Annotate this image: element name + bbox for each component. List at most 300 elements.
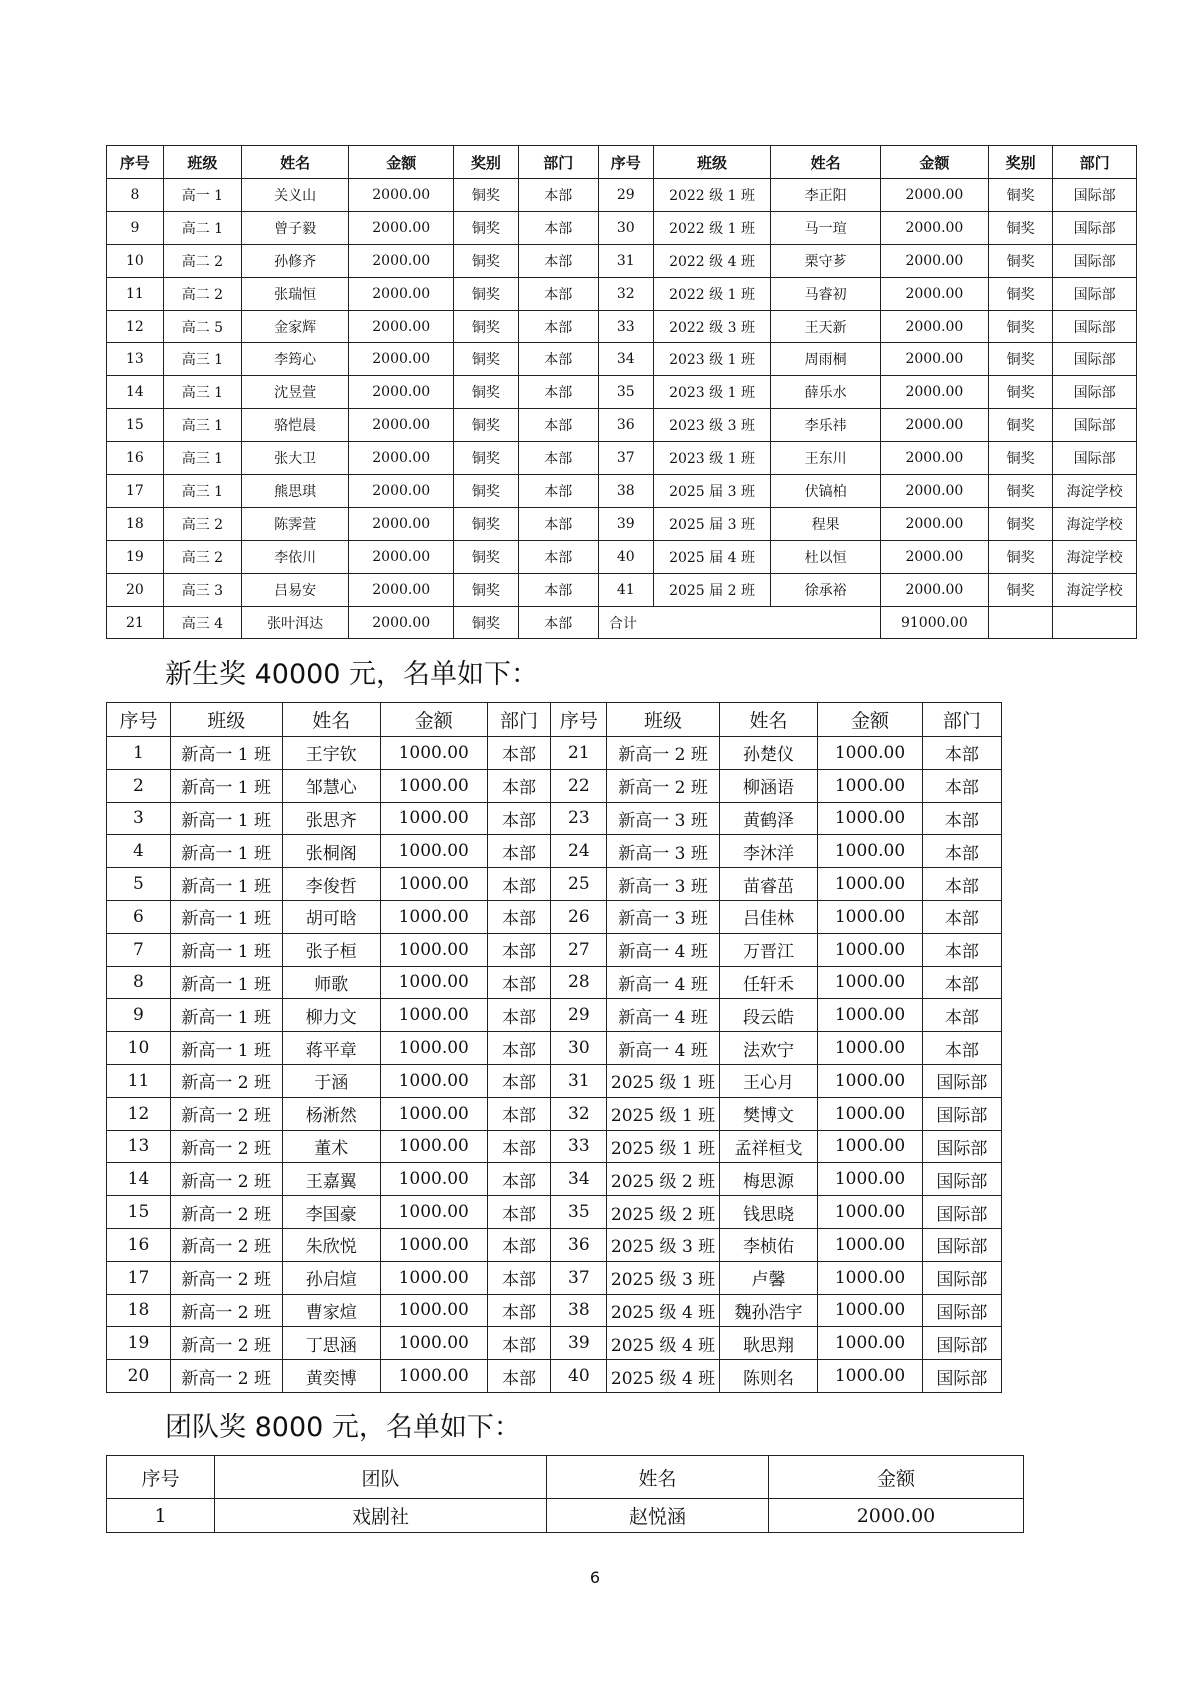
- table-cell: 高三 3: [163, 573, 241, 606]
- table-cell: 铜奖: [989, 442, 1053, 475]
- table-cell: 17: [107, 1261, 171, 1294]
- table-cell: 2022 级 1 班: [653, 277, 771, 310]
- table-cell: 本部: [922, 802, 1001, 835]
- table-row: [107, 1228, 1002, 1261]
- table-row: [107, 244, 1137, 277]
- table-cell: 1000.00: [818, 737, 923, 770]
- table-cell: 王天新: [771, 310, 880, 343]
- table-cell: 张子桓: [282, 933, 380, 966]
- table-cell: 1000.00: [818, 1064, 923, 1097]
- table-cell: 28: [551, 966, 607, 999]
- table-cell: 任轩禾: [719, 966, 817, 999]
- table-cell: 15: [107, 1196, 171, 1229]
- table-cell: 新高一 2 班: [607, 737, 720, 770]
- column-header: 奖别: [989, 146, 1053, 179]
- column-header: 姓名: [282, 703, 380, 737]
- table-cell: 1000.00: [380, 1327, 487, 1360]
- column-header: 班级: [170, 703, 282, 737]
- table-cell: 2000.00: [769, 1499, 1024, 1533]
- table-cell: 高三 2: [163, 540, 241, 573]
- table-cell: 2022 级 1 班: [653, 179, 771, 212]
- table-cell: 1000.00: [818, 1196, 923, 1229]
- table-cell: 18: [107, 1294, 171, 1327]
- table-cell: 2025 级 3 班: [607, 1261, 720, 1294]
- table-cell: 新高一 2 班: [170, 1261, 282, 1294]
- table-row: [107, 540, 1137, 573]
- table-cell: 本部: [518, 606, 598, 639]
- table-cell: 李依川: [242, 540, 349, 573]
- table-cell: 13: [107, 1130, 171, 1163]
- table-cell: 新高一 1 班: [170, 769, 282, 802]
- table-cell: 关义山: [242, 179, 349, 212]
- table-cell: 29: [551, 999, 607, 1032]
- table-cell: 23: [551, 802, 607, 835]
- table-cell: 本部: [518, 277, 598, 310]
- table-cell: 高三 1: [163, 475, 241, 508]
- table-cell: 33: [598, 310, 653, 343]
- table-row: [107, 1360, 1002, 1393]
- table-cell: 新高一 4 班: [607, 1032, 720, 1065]
- table-cell: 2000.00: [349, 409, 454, 442]
- table-cell: 李正阳: [771, 179, 880, 212]
- table-cell: 本部: [922, 933, 1001, 966]
- table-cell: 1000.00: [380, 933, 487, 966]
- table-cell: 18: [107, 507, 164, 540]
- table-cell: 40: [598, 540, 653, 573]
- table-cell: 孙启煊: [282, 1261, 380, 1294]
- table-cell: 师歌: [282, 966, 380, 999]
- table-cell: 本部: [518, 507, 598, 540]
- table-cell: 37: [598, 442, 653, 475]
- column-header: 姓名: [547, 1456, 769, 1499]
- table-cell: 39: [598, 507, 653, 540]
- table-cell: 2023 级 1 班: [653, 442, 771, 475]
- column-header: 金额: [349, 146, 454, 179]
- table-row: [107, 310, 1137, 343]
- table-cell: 2000.00: [880, 277, 988, 310]
- table-row: [107, 868, 1002, 901]
- table-cell: 海淀学校: [1053, 475, 1137, 508]
- table-cell: 26: [551, 900, 607, 933]
- table-cell: 新高一 1 班: [170, 966, 282, 999]
- table-cell: 魏孙浩宇: [719, 1294, 817, 1327]
- table-cell: 铜奖: [989, 343, 1053, 376]
- table-cell: 1000.00: [380, 1294, 487, 1327]
- table-cell: 国际部: [1053, 376, 1137, 409]
- table-cell: 国际部: [1053, 179, 1137, 212]
- table-cell: 国际部: [1053, 244, 1137, 277]
- table-cell: 马一瑄: [771, 211, 880, 244]
- table-cell: 新高一 4 班: [607, 966, 720, 999]
- table-cell: 12: [107, 1097, 171, 1130]
- table-cell: 31: [598, 244, 653, 277]
- table-cell: 38: [598, 475, 653, 508]
- table-cell: 张叶洱达: [242, 606, 349, 639]
- table-cell: 本部: [487, 769, 551, 802]
- table-cell: 2000.00: [880, 310, 988, 343]
- table-cell: 耿思翔: [719, 1327, 817, 1360]
- table-cell: 新高一 1 班: [170, 933, 282, 966]
- table-cell: 2023 级 1 班: [653, 376, 771, 409]
- table-cell: 新高一 4 班: [607, 933, 720, 966]
- table-cell: 本部: [487, 1360, 551, 1393]
- column-header: 序号: [107, 1456, 215, 1499]
- table-cell: 本部: [487, 999, 551, 1032]
- table-cell: 丁思涵: [282, 1327, 380, 1360]
- table-cell: 2000.00: [349, 244, 454, 277]
- table-cell: 铜奖: [989, 376, 1053, 409]
- table-cell: 铜奖: [454, 244, 518, 277]
- table-cell: 王宇钦: [282, 737, 380, 770]
- table-row: [107, 1196, 1002, 1229]
- table-cell: 吕佳林: [719, 900, 817, 933]
- column-header: 金额: [818, 703, 923, 737]
- table-cell: 高三 1: [163, 442, 241, 475]
- table-cell: 8: [107, 179, 164, 212]
- table-cell: 新高一 4 班: [607, 999, 720, 1032]
- table-cell: 新高一 2 班: [170, 1294, 282, 1327]
- table-row: [107, 606, 1137, 639]
- column-header: 部门: [922, 703, 1001, 737]
- table-cell: 铜奖: [454, 507, 518, 540]
- table-cell: 新高一 1 班: [170, 737, 282, 770]
- table-cell: 铜奖: [989, 409, 1053, 442]
- table-cell: 国际部: [922, 1360, 1001, 1393]
- table-cell: 赵悦涵: [547, 1499, 769, 1533]
- table-row: [107, 1064, 1002, 1097]
- table-cell: 王嘉翼: [282, 1163, 380, 1196]
- table-row: [107, 802, 1002, 835]
- table-cell: 21: [551, 737, 607, 770]
- table-cell: 1000.00: [818, 999, 923, 1032]
- table-cell: 本部: [487, 835, 551, 868]
- table-row: [107, 277, 1137, 310]
- table-cell: 本部: [487, 802, 551, 835]
- table-cell: 张桐阁: [282, 835, 380, 868]
- table-row: [107, 999, 1002, 1032]
- table-cell: 董术: [282, 1130, 380, 1163]
- table-cell: 本部: [487, 966, 551, 999]
- table-cell: 2025 届 3 班: [653, 475, 771, 508]
- table-cell: 本部: [518, 573, 598, 606]
- column-header: 部门: [487, 703, 551, 737]
- table-cell: 胡可晗: [282, 900, 380, 933]
- table-cell: 海淀学校: [1053, 540, 1137, 573]
- column-header: 姓名: [771, 146, 880, 179]
- table-cell: 国际部: [922, 1228, 1001, 1261]
- table-cell: 1000.00: [380, 1130, 487, 1163]
- table-cell: 本部: [922, 737, 1001, 770]
- table-row: [107, 211, 1137, 244]
- team-award-table: [106, 1455, 1024, 1533]
- table-row: [107, 475, 1137, 508]
- table-cell: 2000.00: [880, 343, 988, 376]
- table-cell: 本部: [487, 1294, 551, 1327]
- table-cell: 新高一 1 班: [170, 835, 282, 868]
- table-cell: 2000.00: [349, 277, 454, 310]
- table-cell: 国际部: [1053, 310, 1137, 343]
- table-row: [107, 179, 1137, 212]
- table-cell: 2025 届 4 班: [653, 540, 771, 573]
- table-row: [107, 1097, 1002, 1130]
- table-cell: 张思齐: [282, 802, 380, 835]
- table-cell: 30: [598, 211, 653, 244]
- column-header: 班级: [607, 703, 720, 737]
- table-cell: 2025 届 2 班: [653, 573, 771, 606]
- table-cell: 新高一 2 班: [170, 1327, 282, 1360]
- table-cell: 本部: [487, 1261, 551, 1294]
- table-cell: 曾子毅: [242, 211, 349, 244]
- table-cell: 铜奖: [989, 244, 1053, 277]
- table-cell: 黄鹤泽: [719, 802, 817, 835]
- table-header-row: [107, 146, 1137, 179]
- table-cell: 17: [107, 475, 164, 508]
- table-cell: 杨淅然: [282, 1097, 380, 1130]
- table-cell: 24: [551, 835, 607, 868]
- table-cell: 1000.00: [818, 868, 923, 901]
- table-cell: 王心月: [719, 1064, 817, 1097]
- column-header: 奖别: [454, 146, 518, 179]
- table-row: [107, 769, 1002, 802]
- freshman-award-table: [106, 702, 1002, 1393]
- table-row: [107, 900, 1002, 933]
- table-cell: 35: [598, 376, 653, 409]
- table-row: [107, 507, 1137, 540]
- table-cell: 2000.00: [880, 211, 988, 244]
- table-cell: 2000.00: [349, 507, 454, 540]
- column-header: 序号: [107, 703, 171, 737]
- table-cell: 2000.00: [349, 606, 454, 639]
- table-cell: 铜奖: [454, 277, 518, 310]
- table-cell: 高三 1: [163, 409, 241, 442]
- table-cell: 36: [598, 409, 653, 442]
- table-cell: 5: [107, 868, 171, 901]
- table-cell: 36: [551, 1228, 607, 1261]
- table-cell: 徐承裕: [771, 573, 880, 606]
- table-row: [107, 737, 1002, 770]
- table-cell: 1000.00: [818, 769, 923, 802]
- table-cell: 梅思源: [719, 1163, 817, 1196]
- table-cell: 新高一 2 班: [170, 1064, 282, 1097]
- table-cell: 铜奖: [454, 376, 518, 409]
- table-cell: 1000.00: [380, 1360, 487, 1393]
- table-cell: 22: [551, 769, 607, 802]
- table-cell: 本部: [487, 1196, 551, 1229]
- column-header: 团队: [215, 1456, 547, 1499]
- table-cell: 2000.00: [349, 343, 454, 376]
- table-cell: 沈昱萱: [242, 376, 349, 409]
- table-cell: 蒋平章: [282, 1032, 380, 1065]
- table-cell: 曹家煊: [282, 1294, 380, 1327]
- column-header: 部门: [518, 146, 598, 179]
- table-cell: 骆恺晨: [242, 409, 349, 442]
- table-cell: 2000.00: [880, 540, 988, 573]
- table-cell: 1000.00: [818, 1130, 923, 1163]
- table-cell: 新高一 2 班: [170, 1130, 282, 1163]
- table-cell: 32: [551, 1097, 607, 1130]
- table-cell: [1053, 606, 1137, 639]
- table-cell: 吕易安: [242, 573, 349, 606]
- table-cell: 本部: [922, 900, 1001, 933]
- table-cell: 国际部: [1053, 343, 1137, 376]
- table-cell: 高三 2: [163, 507, 241, 540]
- table-cell: 国际部: [922, 1294, 1001, 1327]
- table-cell: 15: [107, 409, 164, 442]
- table-cell: 陈霁萱: [242, 507, 349, 540]
- table-cell: 12: [107, 310, 164, 343]
- table-cell: 1000.00: [818, 1228, 923, 1261]
- table-cell: 新高一 3 班: [607, 835, 720, 868]
- table-cell: 本部: [922, 868, 1001, 901]
- table-cell: 栗守芗: [771, 244, 880, 277]
- table-cell: 本部: [487, 1327, 551, 1360]
- table-cell: 2000.00: [880, 179, 988, 212]
- table-cell: 于涵: [282, 1064, 380, 1097]
- table-row: [107, 933, 1002, 966]
- table-cell: 1000.00: [380, 1064, 487, 1097]
- table-cell: 2023 级 3 班: [653, 409, 771, 442]
- table-cell: 2025 级 2 班: [607, 1163, 720, 1196]
- table-cell: 30: [551, 1032, 607, 1065]
- table-cell: 38: [551, 1294, 607, 1327]
- table-row: [107, 1163, 1002, 1196]
- table-cell: 李国豪: [282, 1196, 380, 1229]
- table-cell: 11: [107, 1064, 171, 1097]
- table-cell: 新高一 2 班: [607, 769, 720, 802]
- table-cell: 本部: [518, 343, 598, 376]
- table-cell: 本部: [487, 1130, 551, 1163]
- table-cell: 21: [107, 606, 164, 639]
- table-cell: 国际部: [922, 1130, 1001, 1163]
- table-cell: 1000.00: [818, 966, 923, 999]
- table-row: [107, 835, 1002, 868]
- table-cell: 铜奖: [454, 442, 518, 475]
- table-cell: 新高一 2 班: [170, 1228, 282, 1261]
- freshman-award-caption: 新生奖 40000 元，名单如下：: [165, 659, 539, 690]
- table-cell: 35: [551, 1196, 607, 1229]
- table-cell: 27: [551, 933, 607, 966]
- table-cell: 本部: [922, 1032, 1001, 1065]
- table-cell: 高二 2: [163, 277, 241, 310]
- table-cell: 本部: [922, 769, 1001, 802]
- table-row: [107, 1327, 1002, 1360]
- table-cell: 1000.00: [380, 1097, 487, 1130]
- table-cell: 8: [107, 966, 171, 999]
- table-cell: 海淀学校: [1053, 573, 1137, 606]
- table-cell: 19: [107, 1327, 171, 1360]
- table-cell: 铜奖: [454, 573, 518, 606]
- table-row: [107, 442, 1137, 475]
- table-cell: 铜奖: [989, 211, 1053, 244]
- table-cell: 本部: [487, 933, 551, 966]
- table-cell: 4: [107, 835, 171, 868]
- table-cell: 2000.00: [349, 211, 454, 244]
- table-cell: 新高一 1 班: [170, 802, 282, 835]
- table-cell: 1000.00: [380, 1032, 487, 1065]
- table-cell: 新高一 1 班: [170, 868, 282, 901]
- table-cell: 本部: [487, 868, 551, 901]
- table-cell: 伏镐柏: [771, 475, 880, 508]
- table-cell: 本部: [487, 1064, 551, 1097]
- table-cell: 铜奖: [454, 409, 518, 442]
- table-cell: 1000.00: [380, 966, 487, 999]
- table-cell: 新高一 3 班: [607, 802, 720, 835]
- table-cell: 柳力文: [282, 999, 380, 1032]
- table-cell: 1000.00: [818, 933, 923, 966]
- table-cell: 10: [107, 244, 164, 277]
- table-cell: 国际部: [1053, 211, 1137, 244]
- table-cell: 铜奖: [454, 179, 518, 212]
- column-header: 姓名: [719, 703, 817, 737]
- table-cell: 1000.00: [818, 1097, 923, 1130]
- table-cell: 新高一 2 班: [170, 1196, 282, 1229]
- table-cell: 铜奖: [989, 475, 1053, 508]
- table-cell: 本部: [487, 737, 551, 770]
- table-cell: 2023 级 1 班: [653, 343, 771, 376]
- table-cell: 16: [107, 442, 164, 475]
- table-cell: 戏剧社: [215, 1499, 547, 1533]
- table-cell: 2022 级 1 班: [653, 211, 771, 244]
- table-cell: 新高一 1 班: [170, 1032, 282, 1065]
- table-cell: 新高一 2 班: [170, 1097, 282, 1130]
- table-cell: 2000.00: [349, 310, 454, 343]
- table-cell: 2025 级 3 班: [607, 1228, 720, 1261]
- table-cell: 海淀学校: [1053, 507, 1137, 540]
- table-cell: 铜奖: [454, 475, 518, 508]
- table-cell: 2000.00: [880, 573, 988, 606]
- table-cell: 孙楚仪: [719, 737, 817, 770]
- table-cell: 熊思琪: [242, 475, 349, 508]
- table-cell: 新高一 3 班: [607, 868, 720, 901]
- table-cell: 张瑞恒: [242, 277, 349, 310]
- table-row: [107, 966, 1002, 999]
- table-cell: 14: [107, 1163, 171, 1196]
- table-cell: 2000.00: [349, 442, 454, 475]
- table-cell: 2025 届 3 班: [653, 507, 771, 540]
- table-cell: 本部: [922, 966, 1001, 999]
- table-cell: 1000.00: [818, 1163, 923, 1196]
- table-cell: 高一 1: [163, 179, 241, 212]
- column-header: 金额: [880, 146, 988, 179]
- table-cell: 程果: [771, 507, 880, 540]
- table-cell: 国际部: [922, 1261, 1001, 1294]
- table-cell: 1000.00: [818, 1032, 923, 1065]
- table-cell: 新高一 2 班: [170, 1360, 282, 1393]
- table-cell: 32: [598, 277, 653, 310]
- table-cell: 2025 级 4 班: [607, 1327, 720, 1360]
- table-cell: 9: [107, 999, 171, 1032]
- table-row: [107, 1499, 1024, 1533]
- table-cell: 1000.00: [380, 1196, 487, 1229]
- column-header: 金额: [769, 1456, 1024, 1499]
- column-header: 序号: [598, 146, 653, 179]
- table-cell: 1000.00: [818, 1294, 923, 1327]
- column-header: 序号: [107, 146, 164, 179]
- table-cell: 高二 2: [163, 244, 241, 277]
- table-cell: 本部: [518, 409, 598, 442]
- table-cell: 新高一 1 班: [170, 999, 282, 1032]
- table-header-row: [107, 1456, 1024, 1499]
- table-cell: 2025 级 1 班: [607, 1130, 720, 1163]
- column-header: 班级: [163, 146, 241, 179]
- table-cell: 2025 级 2 班: [607, 1196, 720, 1229]
- table-cell: 1000.00: [380, 868, 487, 901]
- table-cell: 6: [107, 900, 171, 933]
- table-cell: 高二 5: [163, 310, 241, 343]
- table-cell: 2000.00: [349, 475, 454, 508]
- table-cell: 2000.00: [880, 475, 988, 508]
- table-cell: 国际部: [1053, 442, 1137, 475]
